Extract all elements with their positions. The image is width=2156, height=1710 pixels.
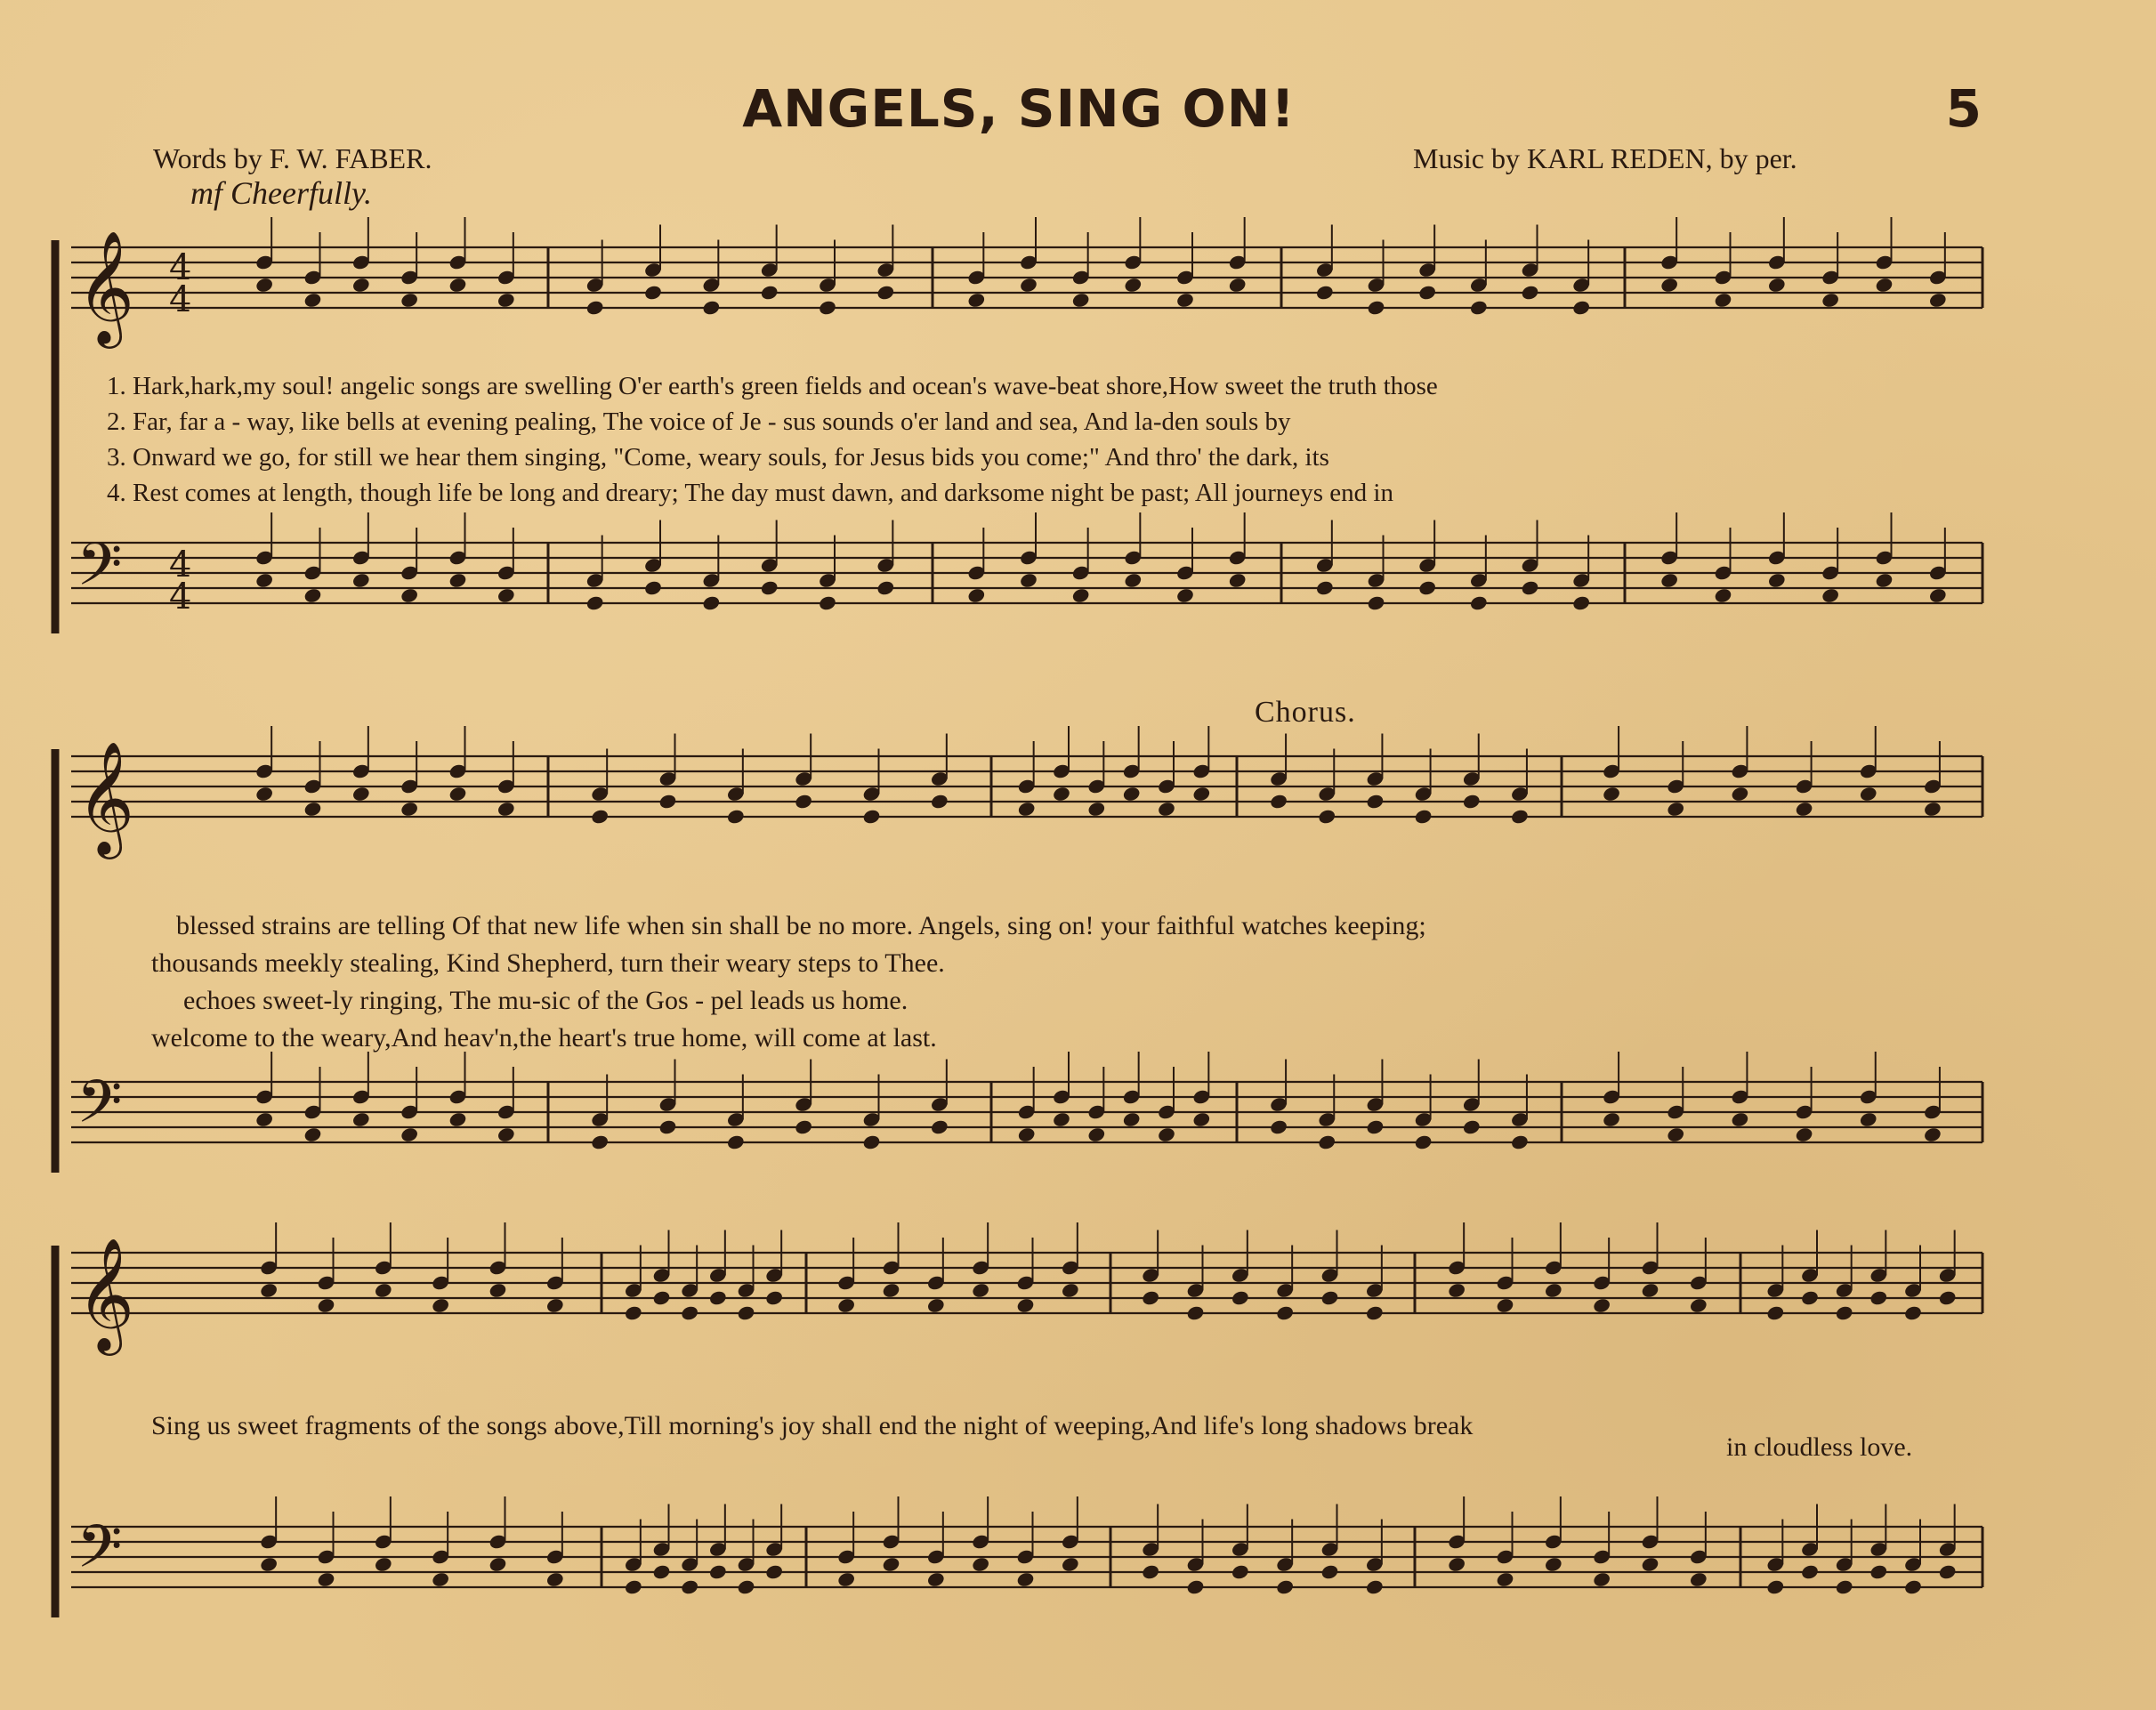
- bass-staff-2-note: [930, 1118, 949, 1135]
- bass-staff-2-note: [1052, 1111, 1071, 1128]
- treble-staff-2-note: [1191, 786, 1211, 803]
- treble-staff-1-note: [1367, 299, 1386, 316]
- bass-staff-2-note: [794, 1118, 813, 1135]
- verse-4-line: 4. Rest comes at length, though life be long and dreary; The day must dawn, and darksome night be past; All journeys end in: [107, 479, 1393, 507]
- bass-staff-1-note: [818, 594, 837, 611]
- treble-staff-3-note: [1800, 1289, 1820, 1306]
- bass-staff-3-note: [1447, 1556, 1466, 1573]
- treble-staff-2-note: [1269, 793, 1288, 810]
- bass-staff-2-note: [1462, 1118, 1482, 1135]
- treble-staff-3-note: [1938, 1289, 1958, 1306]
- refrain-line-3: echoes sweet-ly ringing, The mu-sic of the Gos - pel leads us home.: [183, 986, 908, 1015]
- bass-staff-3-note: [317, 1571, 336, 1588]
- chorus-label: Chorus.: [1255, 696, 1356, 729]
- treble-staff-3-note: [317, 1297, 336, 1314]
- treble-staff-1-note: [643, 284, 663, 301]
- treble-staff-2-note: [303, 801, 323, 818]
- bass-staff-2-note: [1414, 1133, 1433, 1150]
- treble-staff-1-note: [1928, 292, 1948, 309]
- treble-staff-1-note: [1521, 284, 1540, 301]
- treble-staff-3-note: [545, 1297, 565, 1314]
- bass-staff-1-note: [1228, 572, 1248, 589]
- treble-staff-3-note: [1765, 1304, 1785, 1321]
- bass-clef-1: 𝄢: [77, 530, 123, 613]
- treble-staff-1-note: [497, 292, 516, 309]
- treble-staff-1-note: [760, 284, 779, 301]
- treble-staff-1-note: [585, 299, 605, 316]
- treble-staff-1-note: [254, 277, 274, 294]
- treble-staff-2-note: [1122, 786, 1142, 803]
- treble-staff-3-note: [624, 1304, 643, 1321]
- treble-staff-3-note: [926, 1297, 946, 1314]
- treble-staff-2-note: [1731, 786, 1750, 803]
- bass-staff-2-note: [1859, 1111, 1878, 1128]
- chorus-line-end: in cloudless love.: [1726, 1432, 1913, 1462]
- bass-staff-3-note: [1061, 1556, 1080, 1573]
- treble-clef-3: 𝄞: [77, 1237, 135, 1351]
- treble-staff-2-note: [1157, 801, 1176, 818]
- time-sig-top-1b: 4: [169, 544, 192, 585]
- treble-staff-2-note: [1052, 786, 1071, 803]
- treble-staff-3-note: [1231, 1289, 1250, 1306]
- bass-staff-1-note: [1123, 572, 1143, 589]
- bass-staff-3-note: [652, 1563, 672, 1580]
- bass-staff-3-note: [971, 1556, 990, 1573]
- treble-staff-1-note: [701, 299, 721, 316]
- bass-staff-3-note: [1141, 1563, 1160, 1580]
- bass-staff-2-note: [1366, 1118, 1385, 1135]
- treble-staff-3-note: [1186, 1304, 1206, 1321]
- bass-staff-2-note: [1269, 1118, 1288, 1135]
- bass-staff-3-note: [1903, 1578, 1923, 1595]
- bass-staff-2-note: [1795, 1126, 1814, 1143]
- refrain-line-4: welcome to the weary,And heav'n,the heart's true home, will come at last.: [151, 1023, 937, 1053]
- bass-staff-2-note: [400, 1126, 419, 1143]
- treble-staff-3-note: [1869, 1289, 1888, 1306]
- bass-staff-3-note: [259, 1556, 279, 1573]
- treble-staff-1-note: [303, 292, 323, 309]
- treble-staff-1-note: [1228, 277, 1248, 294]
- bass-staff-3-note: [374, 1556, 393, 1573]
- bass-staff-3-note: [1320, 1563, 1340, 1580]
- treble-staff-3-note: [431, 1297, 450, 1314]
- bass-staff-2-note: [1510, 1133, 1530, 1150]
- bass-staff-2-note: [1157, 1126, 1176, 1143]
- chorus-line: Sing us sweet fragments of the songs above,Till morning's joy shall end the night of weeping,And life's long shadows break: [151, 1411, 1474, 1440]
- bass-staff-3-note: [1800, 1563, 1820, 1580]
- bass-staff-1-note: [1659, 572, 1679, 589]
- treble-staff-2-note: [497, 801, 516, 818]
- bass-clef-3: 𝄢: [77, 1512, 123, 1595]
- treble-staff-3-note: [652, 1289, 672, 1306]
- bass-staff-3-note: [1365, 1578, 1385, 1595]
- bass-staff-1-note: [1367, 594, 1386, 611]
- bass-staff-2-note: [862, 1133, 882, 1150]
- bass-staff-3-note: [1186, 1578, 1206, 1595]
- music-credit: Music by KARL REDEN, by per.: [1413, 142, 1797, 174]
- bass-staff-2-note: [1191, 1111, 1211, 1128]
- treble-staff-2-note: [1086, 801, 1106, 818]
- bass-staff-2-note: [303, 1126, 323, 1143]
- treble-staff-3-note: [1320, 1289, 1340, 1306]
- treble-staff-2-note: [862, 808, 882, 825]
- bass-staff-2-note: [1017, 1126, 1037, 1143]
- treble-staff-2-note: [1414, 808, 1433, 825]
- verse-1-line: 1. Hark,hark,my soul! angelic songs are swelling O'er earth's green fields and ocean's wave-beat shore,How sweet the truth those: [107, 372, 1438, 400]
- treble-staff-2-note: [726, 808, 746, 825]
- refrain-line-2: thousands meekly stealing, Kind Shepherd, turn their weary steps to Thee.: [151, 948, 945, 978]
- treble-staff-2-note: [1795, 801, 1814, 818]
- treble-staff-3-note: [1496, 1297, 1515, 1314]
- treble-staff-1-note: [1123, 277, 1143, 294]
- treble-staff-2-note: [930, 793, 949, 810]
- treble-staff-3-note: [1275, 1304, 1295, 1321]
- treble-staff-2-note: [1366, 793, 1385, 810]
- treble-staff-3-note: [882, 1282, 901, 1299]
- bass-staff-1-note: [400, 587, 419, 604]
- bass-staff-2-note: [1731, 1111, 1750, 1128]
- bass-staff-1-note: [701, 594, 721, 611]
- bass-staff-3-note: [1016, 1571, 1036, 1588]
- treble-staff-2-note: [1859, 786, 1878, 803]
- bass-staff-2-note: [497, 1126, 516, 1143]
- treble-staff-1-note: [351, 277, 371, 294]
- treble-staff-3-note: [1016, 1297, 1036, 1314]
- bass-staff-3-note: [836, 1571, 856, 1588]
- bass-staff-3-note: [1765, 1578, 1785, 1595]
- bass-staff-1-note: [1521, 579, 1540, 596]
- bass-staff-1-note: [1714, 587, 1733, 604]
- tempo-marking: mf Cheerfully.: [190, 175, 372, 211]
- bass-staff-1-note: [303, 587, 323, 604]
- bass-staff-1-note: [448, 572, 468, 589]
- treble-staff-3-note: [680, 1304, 699, 1321]
- treble-staff-3-note: [971, 1282, 990, 1299]
- bass-staff-3-note: [1938, 1563, 1958, 1580]
- bass-staff-1-note: [643, 579, 663, 596]
- bass-staff-3-note: [1544, 1556, 1563, 1573]
- bass-staff-3-note: [1689, 1571, 1708, 1588]
- bass-staff-2-note: [590, 1133, 610, 1150]
- bass-staff-1-note: [1821, 587, 1840, 604]
- treble-staff-2-note: [1602, 786, 1621, 803]
- treble-staff-2-note: [1317, 808, 1336, 825]
- treble-staff-2-note: [590, 808, 610, 825]
- verse-2-line: 2. Far, far a - way, like bells at evening pealing, The voice of Je - sus sounds o'er land and sea, And la-den souls by: [107, 407, 1291, 436]
- treble-staff-1-note: [1767, 277, 1787, 294]
- bass-staff-2-note: [1122, 1111, 1142, 1128]
- bass-staff-3-note: [926, 1571, 946, 1588]
- bass-staff-3-note: [1496, 1571, 1515, 1588]
- bass-staff-2-note: [1666, 1126, 1685, 1143]
- time-sig-bottom-1: 4: [169, 279, 192, 320]
- bass-staff-3-note: [624, 1578, 643, 1595]
- bass-staff-1-note: [1571, 594, 1591, 611]
- bass-staff-1-note: [1175, 587, 1195, 604]
- bass-staff-2-note: [1923, 1126, 1942, 1143]
- treble-staff-3-note: [1641, 1282, 1660, 1299]
- refrain-line-1: blessed strains are telling Of that new life when sin shall be no more. Angels, sing on! your faithful watches keeping;: [176, 911, 1426, 940]
- bass-staff-1-note: [1875, 572, 1894, 589]
- bass-staff-3-note: [431, 1571, 450, 1588]
- bass-staff-2-note: [448, 1111, 468, 1128]
- treble-staff-1-note: [1571, 299, 1591, 316]
- treble-staff-3-note: [737, 1304, 756, 1321]
- treble-staff-1-note: [876, 284, 895, 301]
- time-sig-bottom-1b: 4: [169, 577, 192, 617]
- bass-staff-1-note: [876, 579, 895, 596]
- page-number: 5: [1945, 78, 1982, 139]
- treble-staff-2-note: [1923, 801, 1942, 818]
- treble-staff-2-note: [448, 786, 468, 803]
- treble-staff-1-note: [400, 292, 419, 309]
- bass-staff-3-note: [1641, 1556, 1660, 1573]
- treble-staff-1-note: [1417, 284, 1437, 301]
- bass-staff-3-note: [545, 1571, 565, 1588]
- treble-staff-2-note: [254, 786, 274, 803]
- bass-staff-3-note: [1275, 1578, 1295, 1595]
- bass-staff-1-note: [254, 572, 274, 589]
- treble-staff-3-note: [1592, 1297, 1611, 1314]
- treble-staff-1-note: [1821, 292, 1840, 309]
- bass-staff-1-note: [1469, 594, 1489, 611]
- bass-staff-2-note: [1086, 1126, 1106, 1143]
- treble-staff-1-note: [448, 277, 468, 294]
- treble-staff-3-note: [764, 1289, 784, 1306]
- bass-staff-1-note: [351, 572, 371, 589]
- treble-staff-3-note: [1447, 1282, 1466, 1299]
- bass-staff-3-note: [489, 1556, 508, 1573]
- bass-staff-1-note: [585, 594, 605, 611]
- treble-staff-2-note: [400, 801, 419, 818]
- treble-staff-3-note: [489, 1282, 508, 1299]
- bass-staff-2-note: [1602, 1111, 1621, 1128]
- bass-staff-3-note: [737, 1578, 756, 1595]
- bass-staff-1-note: [1019, 572, 1038, 589]
- treble-staff-2-note: [1462, 793, 1482, 810]
- treble-staff-2-note: [1017, 801, 1037, 818]
- time-sig-top-1: 4: [169, 247, 192, 288]
- treble-staff-3-note: [1835, 1304, 1854, 1321]
- treble-staff-3-note: [836, 1297, 856, 1314]
- treble-staff-3-note: [708, 1289, 728, 1306]
- bass-staff-1-note: [1071, 587, 1091, 604]
- treble-staff-2-note: [1510, 808, 1530, 825]
- bass-staff-3-note: [1869, 1563, 1888, 1580]
- bass-staff-3-note: [764, 1563, 784, 1580]
- treble-clef-2: 𝄞: [77, 740, 135, 854]
- treble-staff-1-note: [1175, 292, 1195, 309]
- bass-staff-3-note: [680, 1578, 699, 1595]
- verse-3-line: 3. Onward we go, for still we hear them singing, "Come, weary souls, for Jesus bids you come;" And thro' the dark, its: [107, 443, 1329, 472]
- bass-staff-2-note: [658, 1118, 678, 1135]
- treble-staff-3-note: [1544, 1282, 1563, 1299]
- treble-staff-1-note: [1659, 277, 1679, 294]
- bass-clef-2: 𝄢: [77, 1068, 123, 1150]
- treble-staff-1-note: [1469, 299, 1489, 316]
- treble-staff-3-note: [1365, 1304, 1385, 1321]
- bass-staff-3-note: [1231, 1563, 1250, 1580]
- treble-staff-3-note: [1903, 1304, 1923, 1321]
- treble-staff-2-note: [794, 793, 813, 810]
- treble-staff-1-note: [818, 299, 837, 316]
- bass-staff-2-note: [726, 1133, 746, 1150]
- treble-staff-3-note: [1689, 1297, 1708, 1314]
- treble-staff-3-note: [1061, 1282, 1080, 1299]
- treble-staff-3-note: [374, 1282, 393, 1299]
- bass-staff-1-note: [1767, 572, 1787, 589]
- bass-staff-3-note: [1592, 1571, 1611, 1588]
- treble-staff-2-note: [351, 786, 371, 803]
- bass-staff-1-note: [1315, 579, 1335, 596]
- bass-staff-3-note: [708, 1563, 728, 1580]
- treble-staff-2-note: [658, 793, 678, 810]
- treble-staff-1-note: [1315, 284, 1335, 301]
- bass-staff-2-note: [351, 1111, 371, 1128]
- words-credit: Words by F. W. FABER.: [153, 142, 432, 174]
- bass-staff-1-note: [1928, 587, 1948, 604]
- bass-staff-1-note: [760, 579, 779, 596]
- bass-staff-2-note: [1317, 1133, 1336, 1150]
- bass-staff-3-note: [1835, 1578, 1854, 1595]
- treble-staff-1-note: [1875, 277, 1894, 294]
- treble-staff-1-note: [1071, 292, 1091, 309]
- treble-staff-3-note: [259, 1282, 279, 1299]
- bass-staff-1-note: [966, 587, 986, 604]
- treble-staff-2-note: [1666, 801, 1685, 818]
- bass-staff-1-note: [497, 587, 516, 604]
- treble-staff-1-note: [1019, 277, 1038, 294]
- bass-staff-1-note: [1417, 579, 1437, 596]
- bass-staff-3-note: [882, 1556, 901, 1573]
- treble-staff-1-note: [1714, 292, 1733, 309]
- treble-staff-1-note: [966, 292, 986, 309]
- bass-staff-2-note: [254, 1111, 274, 1128]
- treble-clef-1: 𝄞: [77, 230, 135, 343]
- treble-staff-3-note: [1141, 1289, 1160, 1306]
- song-title: ANGELS, SING ON!: [742, 78, 1296, 139]
